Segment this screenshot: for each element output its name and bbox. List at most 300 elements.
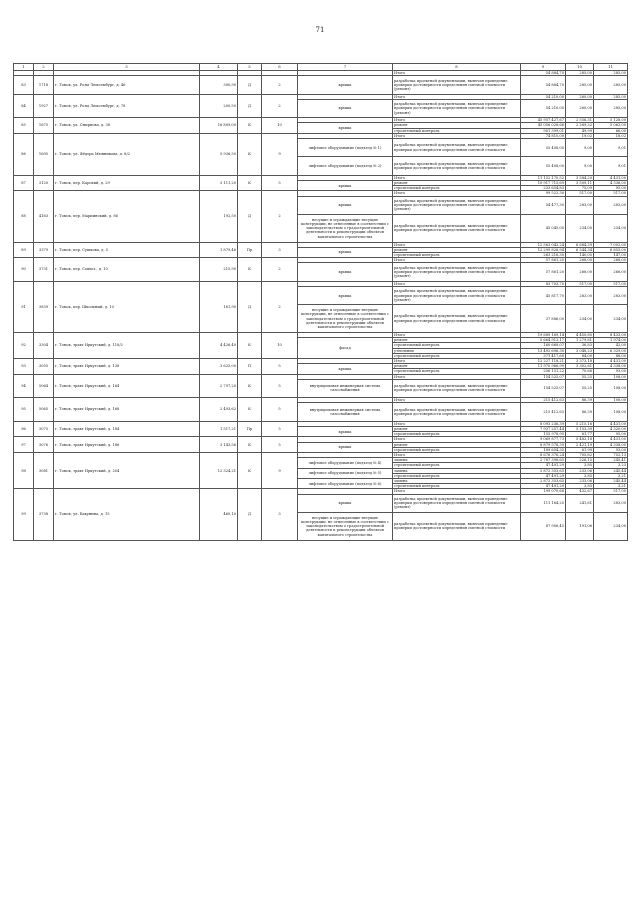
limit-cell: 245,44 bbox=[594, 468, 628, 473]
unit-cost-cell: 1 279,81 bbox=[566, 338, 594, 343]
cost-cell: 37 886,00 bbox=[521, 305, 566, 333]
unit-cost-cell: 61,99 bbox=[566, 447, 594, 452]
cost-cell: 11 152 170,52 bbox=[521, 175, 566, 180]
unit-cost-cell: 705,82 bbox=[566, 453, 594, 458]
table-body bbox=[14, 64, 628, 541]
floors-cell: 2 bbox=[262, 281, 298, 332]
unit-cost-cell: 36,83 bbox=[566, 343, 594, 348]
element-cell: крыша bbox=[298, 76, 393, 94]
cost-cell: 87 906,45 bbox=[521, 513, 566, 541]
cost-cell: 13 492 696,30 bbox=[521, 348, 566, 353]
work-cell: разработка проектной документации, включая проведение проверки достоверности определения сметной стоимости (ремонт) bbox=[393, 494, 521, 512]
category-cell: П bbox=[238, 358, 262, 374]
work-cell: Итого bbox=[393, 374, 521, 379]
house-code: 5065 bbox=[34, 398, 54, 422]
unit-cost-cell: 9,00 bbox=[566, 139, 594, 157]
program-table bbox=[13, 63, 628, 541]
category-cell: К bbox=[238, 332, 262, 358]
work-cell: строительный контроль bbox=[393, 473, 521, 478]
work-cell: ремонт bbox=[393, 442, 521, 447]
unit-cost-cell: 2 421,19 bbox=[566, 442, 594, 447]
unit-cost-cell: 234,00 bbox=[566, 305, 594, 333]
unit-cost-cell: 233,06 bbox=[566, 479, 594, 484]
unit-cost-cell: 3,85 bbox=[566, 484, 594, 489]
unit-cost-cell: 6 684,39 bbox=[566, 242, 594, 247]
category-cell: К bbox=[238, 453, 262, 489]
cost-cell: 199 070,68 bbox=[521, 489, 566, 494]
element-cell: лифтовое оборудование (подъезд № 4) bbox=[298, 458, 393, 468]
row-number: 91 bbox=[14, 281, 34, 332]
work-cell: строительный контроль bbox=[393, 484, 521, 489]
limit-cell: 108,00 bbox=[594, 379, 628, 397]
category-cell: К bbox=[238, 398, 262, 422]
floors-cell: 2 bbox=[262, 76, 298, 94]
cost-cell: 233 654,83 bbox=[521, 186, 566, 191]
cost-cell: 154 525,07 bbox=[521, 374, 566, 379]
unit-cost-cell: 5 482,18 bbox=[566, 437, 594, 442]
limit-cell: 4 431,00 bbox=[594, 358, 628, 363]
column-header: 3 bbox=[54, 64, 200, 71]
unit-cost-cell: 285,00 bbox=[566, 71, 594, 76]
work-cell: разработка проектной документации, включая проведение проверки достоверности определения сметной стоимости (ремонт) bbox=[393, 196, 521, 214]
floors-cell: 3 bbox=[262, 242, 298, 258]
category-cell: К bbox=[238, 133, 262, 175]
element-cell: лифтовое оборудование (подъезд № 5) bbox=[298, 468, 393, 478]
element-cell: крыша bbox=[298, 123, 393, 133]
limit-cell: 3,23 bbox=[594, 463, 628, 468]
cost-cell: 12 563 043,24 bbox=[521, 242, 566, 247]
element-cell: крыша bbox=[298, 494, 393, 512]
house-code: 1675 bbox=[34, 118, 54, 134]
work-cell: строительный контроль bbox=[393, 463, 521, 468]
floors-cell: 5 bbox=[262, 421, 298, 437]
unit-cost-cell: 6 544,34 bbox=[566, 247, 594, 252]
limit-cell: 5 128,00 bbox=[594, 118, 628, 123]
column-header: 11 bbox=[594, 64, 628, 71]
work-cell: разработка проектной документации, включая проведение проверки достоверности определения сметной стоимости bbox=[393, 379, 521, 397]
floors-cell: 5 bbox=[262, 374, 298, 398]
limit-cell: 4 336,00 bbox=[594, 180, 628, 185]
element-cell: несущие и ограждающие несущие конструкции, не отнесенные в соответствии с законодательством о градостроительной деятельности к реконструкции объектов капитального строительства bbox=[298, 513, 393, 541]
floors-cell: 2 bbox=[262, 258, 298, 282]
cost-cell: 215 412,63 bbox=[521, 398, 566, 403]
row-number: 99 bbox=[14, 489, 34, 540]
work-cell: разработка проектной документации, включая проведение проверки достоверности определения сметной стоимости bbox=[393, 513, 521, 541]
limit-cell: 285,00 bbox=[594, 94, 628, 99]
category-cell: Д bbox=[238, 281, 262, 332]
category-cell: Пр bbox=[238, 421, 262, 437]
row-number: 96 bbox=[14, 421, 34, 437]
unit-cost-cell: 5 153,39 bbox=[566, 426, 594, 431]
floors-cell: 9 bbox=[262, 133, 298, 175]
area-cell: 12 324,21 bbox=[200, 453, 238, 489]
limit-cell: 93,00 bbox=[594, 447, 628, 452]
unit-cost-cell: 61,77 bbox=[566, 432, 594, 437]
work-cell: замена bbox=[393, 458, 521, 463]
limit-cell: 283,00 bbox=[594, 196, 628, 214]
unit-cost-cell: 55,25 bbox=[566, 374, 594, 379]
cost-cell: 256 151,22 bbox=[521, 369, 566, 374]
house-code: 5064 bbox=[34, 374, 54, 398]
limit-cell: 3,21 bbox=[594, 484, 628, 489]
house-code: 3055 bbox=[34, 358, 54, 374]
floors-cell: 5 bbox=[262, 398, 298, 422]
unit-cost-cell: 86,39 bbox=[566, 398, 594, 403]
work-cell: строительный контроль bbox=[393, 343, 521, 348]
work-cell: строительный контроль bbox=[393, 353, 521, 358]
house-code: 3839 bbox=[34, 281, 54, 332]
element-cell: лифтовое оборудование (подъезд № 2) bbox=[298, 157, 393, 175]
unit-cost-cell: 55,25 bbox=[566, 379, 594, 397]
work-cell: строительный контроль bbox=[393, 447, 521, 452]
work-cell: ремонт bbox=[393, 123, 521, 128]
work-cell: Итого bbox=[393, 332, 521, 337]
category-cell: К bbox=[238, 175, 262, 191]
unit-cost-cell: 283,00 bbox=[566, 196, 594, 214]
cost-cell: 189 654,35 bbox=[521, 447, 566, 452]
area-cell: 2 493,62 bbox=[200, 398, 238, 422]
cost-cell: 8 093 236,39 bbox=[521, 421, 566, 426]
limit-cell: 9,01 bbox=[594, 139, 628, 157]
limit-cell: 234,00 bbox=[594, 513, 628, 541]
unit-cost-cell: 268,00 bbox=[566, 263, 594, 281]
unit-cost-cell: 234,00 bbox=[566, 214, 594, 242]
work-cell: строительный контроль bbox=[393, 186, 521, 191]
cost-cell: 45 817,70 bbox=[521, 286, 566, 304]
limit-cell: 4 338,00 bbox=[594, 364, 628, 369]
cost-cell: 99 522,30 bbox=[521, 191, 566, 196]
unit-cost-cell: 268,00 bbox=[566, 258, 594, 263]
work-cell: разработка проектной документации, включая проведение проверки достоверности определения сметной стоимости bbox=[393, 139, 521, 157]
cost-cell: 2 787 396,65 bbox=[521, 458, 566, 463]
unit-cost-cell: 9,00 bbox=[566, 157, 594, 175]
limit-cell: 234,00 bbox=[594, 305, 628, 333]
address-cell: г. Томск, ул. Розы Люксембург, д. 46 bbox=[54, 76, 200, 94]
limit-cell: 147,00 bbox=[594, 252, 628, 257]
work-cell: разработка проектной документации, включая проведение проверки достоверности определения сметной стоимости (ремонт) bbox=[393, 263, 521, 281]
unit-cost-cell: 285,00 bbox=[566, 76, 594, 94]
work-cell: Итого bbox=[393, 133, 521, 138]
unit-cost-cell: 3 509,11 bbox=[566, 180, 594, 185]
work-cell: разработка проектной документации, включая проведение проверки достоверности определения сметной стоимости bbox=[393, 403, 521, 421]
work-cell: разработка проектной документации, включая проведение проверки достоверности определения сметной стоимости (ремонт) bbox=[393, 76, 521, 94]
house-code: 1695 bbox=[34, 133, 54, 175]
category-cell: К bbox=[238, 374, 262, 398]
address-cell: г. Томск, тракт Иркутский, д. 186 bbox=[54, 437, 200, 453]
work-cell: Итого bbox=[393, 94, 521, 99]
category-cell: К bbox=[238, 437, 262, 453]
work-cell: утепление bbox=[393, 348, 521, 353]
house-code: 3081 bbox=[34, 453, 54, 489]
address-cell: г. Томск, пер. Школьный, д. 10 bbox=[54, 281, 200, 332]
unit-cost-cell: 517,00 bbox=[566, 281, 594, 286]
cost-cell: 19 689 169,14 bbox=[521, 332, 566, 337]
cost-cell: 7 937 257,44 bbox=[521, 426, 566, 431]
house-code: 3731 bbox=[34, 258, 54, 282]
address-cell: г. Томск, ул. Бакунина, д. 15 bbox=[54, 489, 200, 540]
cost-cell: 55 408,00 bbox=[521, 157, 566, 175]
category-cell: Пр bbox=[238, 242, 262, 258]
work-cell: замена bbox=[393, 468, 521, 473]
area-cell: 460,10 bbox=[200, 489, 238, 540]
limit-cell: 517,00 bbox=[594, 191, 628, 196]
unit-cost-cell: 75,09 bbox=[566, 186, 594, 191]
floors-cell: 5 bbox=[262, 358, 298, 374]
column-header: 2 bbox=[34, 64, 54, 71]
work-cell: Итого bbox=[393, 437, 521, 442]
area-cell: 5 936,50 bbox=[200, 133, 238, 175]
element-cell: крыша bbox=[298, 180, 393, 190]
cost-cell: 12 227 118,21 bbox=[521, 358, 566, 363]
work-cell: разработка проектной документации, включая проведение проверки достоверности определения сметной стоимости bbox=[393, 305, 521, 333]
cost-cell: 54 884,70 bbox=[521, 71, 566, 76]
unit-cost-cell: 70,66 bbox=[566, 369, 594, 374]
limit-cell: 285,00 bbox=[594, 76, 628, 94]
limit-cell: 283,00 bbox=[594, 286, 628, 304]
limit-cell: 8 433,00 bbox=[594, 332, 628, 337]
cost-cell: 57 861,20 bbox=[521, 258, 566, 263]
floors-cell: 5 bbox=[262, 437, 298, 453]
limit-cell: 283,00 bbox=[594, 494, 628, 512]
cost-cell: 74 810,00 bbox=[521, 133, 566, 138]
row-number: 83 bbox=[14, 76, 34, 94]
cost-cell: 263 216,30 bbox=[521, 252, 566, 257]
unit-cost-cell: 241,61 bbox=[566, 494, 594, 512]
cost-cell: 215 412,63 bbox=[521, 403, 566, 421]
element-cell: крыша bbox=[298, 99, 393, 117]
header-row bbox=[14, 64, 628, 71]
work-cell: разработка проектной документации, включая проведение проверки достоверности определения сметной стоимости bbox=[393, 214, 521, 242]
row-number: 98 bbox=[14, 453, 34, 489]
cost-cell: 901 399,01 bbox=[521, 128, 566, 133]
floors-cell: 10 bbox=[262, 118, 298, 134]
element-cell: внутридомовая инженерная система газоснабжения bbox=[298, 379, 393, 397]
work-cell: Итого bbox=[393, 421, 521, 426]
unit-cost-cell: 432,67 bbox=[566, 489, 594, 494]
work-cell: разработка проектной документации, включая проведение проверки достоверности определения сметной стоимости bbox=[393, 157, 521, 175]
area-cell: 4 426,40 bbox=[200, 332, 238, 358]
row-number: 85 bbox=[14, 118, 34, 134]
limit-cell: 245,44 bbox=[594, 479, 628, 484]
limit-cell: 4 431,00 bbox=[594, 175, 628, 180]
floors-cell: 9 bbox=[262, 453, 298, 489]
work-cell: Итого bbox=[393, 175, 521, 180]
work-cell: строительный контроль bbox=[393, 369, 521, 374]
area-cell: 300,90 bbox=[200, 76, 238, 94]
area-cell: 1 517,21 bbox=[200, 421, 238, 437]
category-cell: Д bbox=[238, 191, 262, 242]
cost-cell: 8 879 578,39 bbox=[521, 442, 566, 447]
unit-cost-cell: 226,15 bbox=[566, 458, 594, 463]
row-number: 86 bbox=[14, 133, 34, 175]
element-cell: крыша bbox=[298, 364, 393, 374]
limit-cell: 4 431,00 bbox=[594, 421, 628, 426]
cost-cell: 8 676 376,24 bbox=[521, 453, 566, 458]
address-cell: г. Томск, тракт Иркутский, д. 168 bbox=[54, 398, 200, 422]
area-cell: 200,50 bbox=[200, 94, 238, 118]
house-code: 1718 bbox=[34, 76, 54, 94]
unit-cost-cell: 3 302,61 bbox=[566, 364, 594, 369]
column-header: 6 bbox=[262, 64, 298, 71]
house-code: 4163 bbox=[34, 191, 54, 242]
column-header: 4 bbox=[200, 64, 238, 71]
area-cell: 215,90 bbox=[200, 258, 238, 282]
limit-cell: 752,13 bbox=[594, 453, 628, 458]
column-header: 5 bbox=[238, 64, 262, 71]
limit-cell: 285,00 bbox=[594, 71, 628, 76]
row-number: 94 bbox=[14, 374, 34, 398]
limit-cell: 4 320,00 bbox=[594, 426, 628, 431]
address-cell: г. Томск, тракт Иркутский, д. 184 bbox=[54, 421, 200, 437]
limit-cell: 517,00 bbox=[594, 489, 628, 494]
work-cell: ремонт bbox=[393, 180, 521, 185]
unit-cost-cell: 3 584,20 bbox=[566, 175, 594, 180]
unit-cost-cell: 2 556,31 bbox=[566, 118, 594, 123]
limit-cell: 95,00 bbox=[594, 432, 628, 437]
category-cell: Д bbox=[238, 489, 262, 540]
cost-cell: 45 957 427,67 bbox=[521, 118, 566, 123]
cost-cell: 47 491,29 bbox=[521, 463, 566, 468]
address-cell: г. Томск, ул. Смирнова, д. 38 bbox=[54, 118, 200, 134]
area-cell: 192,50 bbox=[200, 191, 238, 242]
limit-cell: 3,21 bbox=[594, 473, 628, 478]
page-number: 71 bbox=[315, 26, 325, 34]
unit-cost-cell: 3,85 bbox=[566, 473, 594, 478]
element-cell: крыша bbox=[298, 247, 393, 257]
area-cell: 3 625,00 bbox=[200, 358, 238, 374]
work-cell: разработка проектной документации, включая проведение проверки достоверности определения сметной стоимости (ремонт) bbox=[393, 286, 521, 304]
column-header: 8 bbox=[393, 64, 521, 71]
cost-cell: 54 884,70 bbox=[521, 76, 566, 94]
row-number: 97 bbox=[14, 437, 34, 453]
limit-cell: 66,00 bbox=[594, 128, 628, 133]
cost-cell: 11 970 966,99 bbox=[521, 364, 566, 369]
limit-cell: 6 855,00 bbox=[594, 247, 628, 252]
cost-cell: 155 978,95 bbox=[521, 432, 566, 437]
limit-cell: 5 062,00 bbox=[594, 123, 628, 128]
cost-cell: 5 664 913,17 bbox=[521, 338, 566, 343]
limit-cell: 95,00 bbox=[594, 186, 628, 191]
work-cell: ремонт bbox=[393, 426, 521, 431]
unit-cost-cell: 3 373,18 bbox=[566, 358, 594, 363]
work-cell: Итого bbox=[393, 191, 521, 196]
work-cell: ремонт bbox=[393, 338, 521, 343]
work-cell: Итого bbox=[393, 71, 521, 76]
element-cell: крыша bbox=[298, 196, 393, 214]
address-cell: г. Томск, тракт Иркутский, д. 118/2 bbox=[54, 332, 200, 358]
element-cell: крыша bbox=[298, 263, 393, 281]
row-number: 95 bbox=[14, 398, 34, 422]
house-code: 3075 bbox=[34, 421, 54, 437]
area-cell: 16 809,00 bbox=[200, 118, 238, 134]
unit-cost-cell: 260,00 bbox=[566, 94, 594, 99]
address-cell: г. Томск, пер. Мариинский, д. 86 bbox=[54, 191, 200, 242]
work-cell: строительный контроль bbox=[393, 432, 521, 437]
work-cell: Итого bbox=[393, 242, 521, 247]
work-cell: ремонт bbox=[393, 364, 521, 369]
limit-cell: 18,02 bbox=[594, 133, 628, 138]
floors-cell: 3 bbox=[262, 489, 298, 540]
unit-cost-cell: 3 048,23 bbox=[566, 348, 594, 353]
cost-cell: 154 525,07 bbox=[521, 379, 566, 397]
limit-cell: 4 431,00 bbox=[594, 437, 628, 442]
house-code: 3738 bbox=[34, 489, 54, 540]
limit-cell: 108,00 bbox=[594, 374, 628, 379]
work-cell: Итого bbox=[393, 118, 521, 123]
area-cell: 3 111,20 bbox=[200, 175, 238, 191]
limit-cell: 93,00 bbox=[594, 369, 628, 374]
limit-cell: 517,00 bbox=[594, 281, 628, 286]
work-cell: Итого bbox=[393, 358, 521, 363]
limit-cell: 9,01 bbox=[594, 157, 628, 175]
address-cell: г. Томск, пер. Сушкова, д. 5 bbox=[54, 242, 200, 258]
work-cell: Итого bbox=[393, 281, 521, 286]
unit-cost-cell: 2 289,32 bbox=[566, 123, 594, 128]
floors-cell: 5 bbox=[262, 175, 298, 191]
address-cell: г. Томск, пер. Совхоз., д. 10 bbox=[54, 258, 200, 282]
row-number: 88 bbox=[14, 191, 34, 242]
unit-cost-cell: 191,06 bbox=[566, 513, 594, 541]
house-code: 3379 bbox=[34, 242, 54, 258]
cost-cell: 111 164,25 bbox=[521, 494, 566, 512]
cost-cell: 2 872 353,65 bbox=[521, 479, 566, 484]
cost-cell: 160 668,07 bbox=[521, 343, 566, 348]
row-number: 89 bbox=[14, 242, 34, 258]
cost-cell: 45 045,00 bbox=[521, 214, 566, 242]
limit-cell: 268,00 bbox=[594, 258, 628, 263]
address-cell: г. Томск, ул. Фёдора Мюнникова, д. 8/2 bbox=[54, 133, 200, 175]
floors-cell: 2 bbox=[262, 191, 298, 242]
column-header: 1 bbox=[14, 64, 34, 71]
work-cell: строительный контроль bbox=[393, 252, 521, 257]
unit-cost-cell: 19,02 bbox=[566, 133, 594, 138]
address-cell: г. Томск, ул. Розы Люксембург, д. 78 bbox=[54, 94, 200, 118]
house-code: 1927 bbox=[34, 94, 54, 118]
element-cell: лифтовое оборудование (подъезд № 1) bbox=[298, 139, 393, 157]
limit-cell: 6 329,00 bbox=[594, 348, 628, 353]
area-cell: 2 797,20 bbox=[200, 374, 238, 398]
address-cell: г. Томск, пер. Карский, д. 29 bbox=[54, 175, 200, 191]
work-cell: разработка проектной документации, включая проведение проверки достоверности определения сметной стоимости (ремонт) bbox=[393, 99, 521, 117]
column-header: 7 bbox=[298, 64, 393, 71]
limit-cell: 4 338,00 bbox=[594, 442, 628, 447]
unit-cost-cell: 86,39 bbox=[566, 403, 594, 421]
element-cell: фасад bbox=[298, 338, 393, 359]
area-cell: 3 143,56 bbox=[200, 437, 238, 453]
cost-cell: 9 069 877,73 bbox=[521, 437, 566, 442]
cost-cell: 45 056 028,66 bbox=[521, 123, 566, 128]
cost-cell: 54 210,00 bbox=[521, 99, 566, 117]
limit-cell: 42,00 bbox=[594, 343, 628, 348]
limit-cell: 88,00 bbox=[594, 353, 628, 358]
cost-cell: 83 703,70 bbox=[521, 281, 566, 286]
cost-cell: 54 477,30 bbox=[521, 196, 566, 214]
unit-cost-cell: 3,85 bbox=[566, 463, 594, 468]
unit-cost-cell: 140,05 bbox=[566, 252, 594, 257]
row-number: 87 bbox=[14, 175, 34, 191]
address-cell: г. Томск, тракт Иркутский, д. 138 bbox=[54, 358, 200, 374]
cost-cell: 57 861,20 bbox=[521, 263, 566, 281]
cost-cell: 47 491,29 bbox=[521, 473, 566, 478]
row-number: 84 bbox=[14, 94, 34, 118]
limit-cell: 234,00 bbox=[594, 214, 628, 242]
unit-cost-cell: 283,00 bbox=[566, 286, 594, 304]
limit-cell: 108,00 bbox=[594, 398, 628, 403]
element-cell: внутридомовая инженерная система газоснабжения bbox=[298, 403, 393, 421]
element-cell: крыша bbox=[298, 442, 393, 452]
cost-cell: 371 417,60 bbox=[521, 353, 566, 358]
work-cell: Итого bbox=[393, 398, 521, 403]
